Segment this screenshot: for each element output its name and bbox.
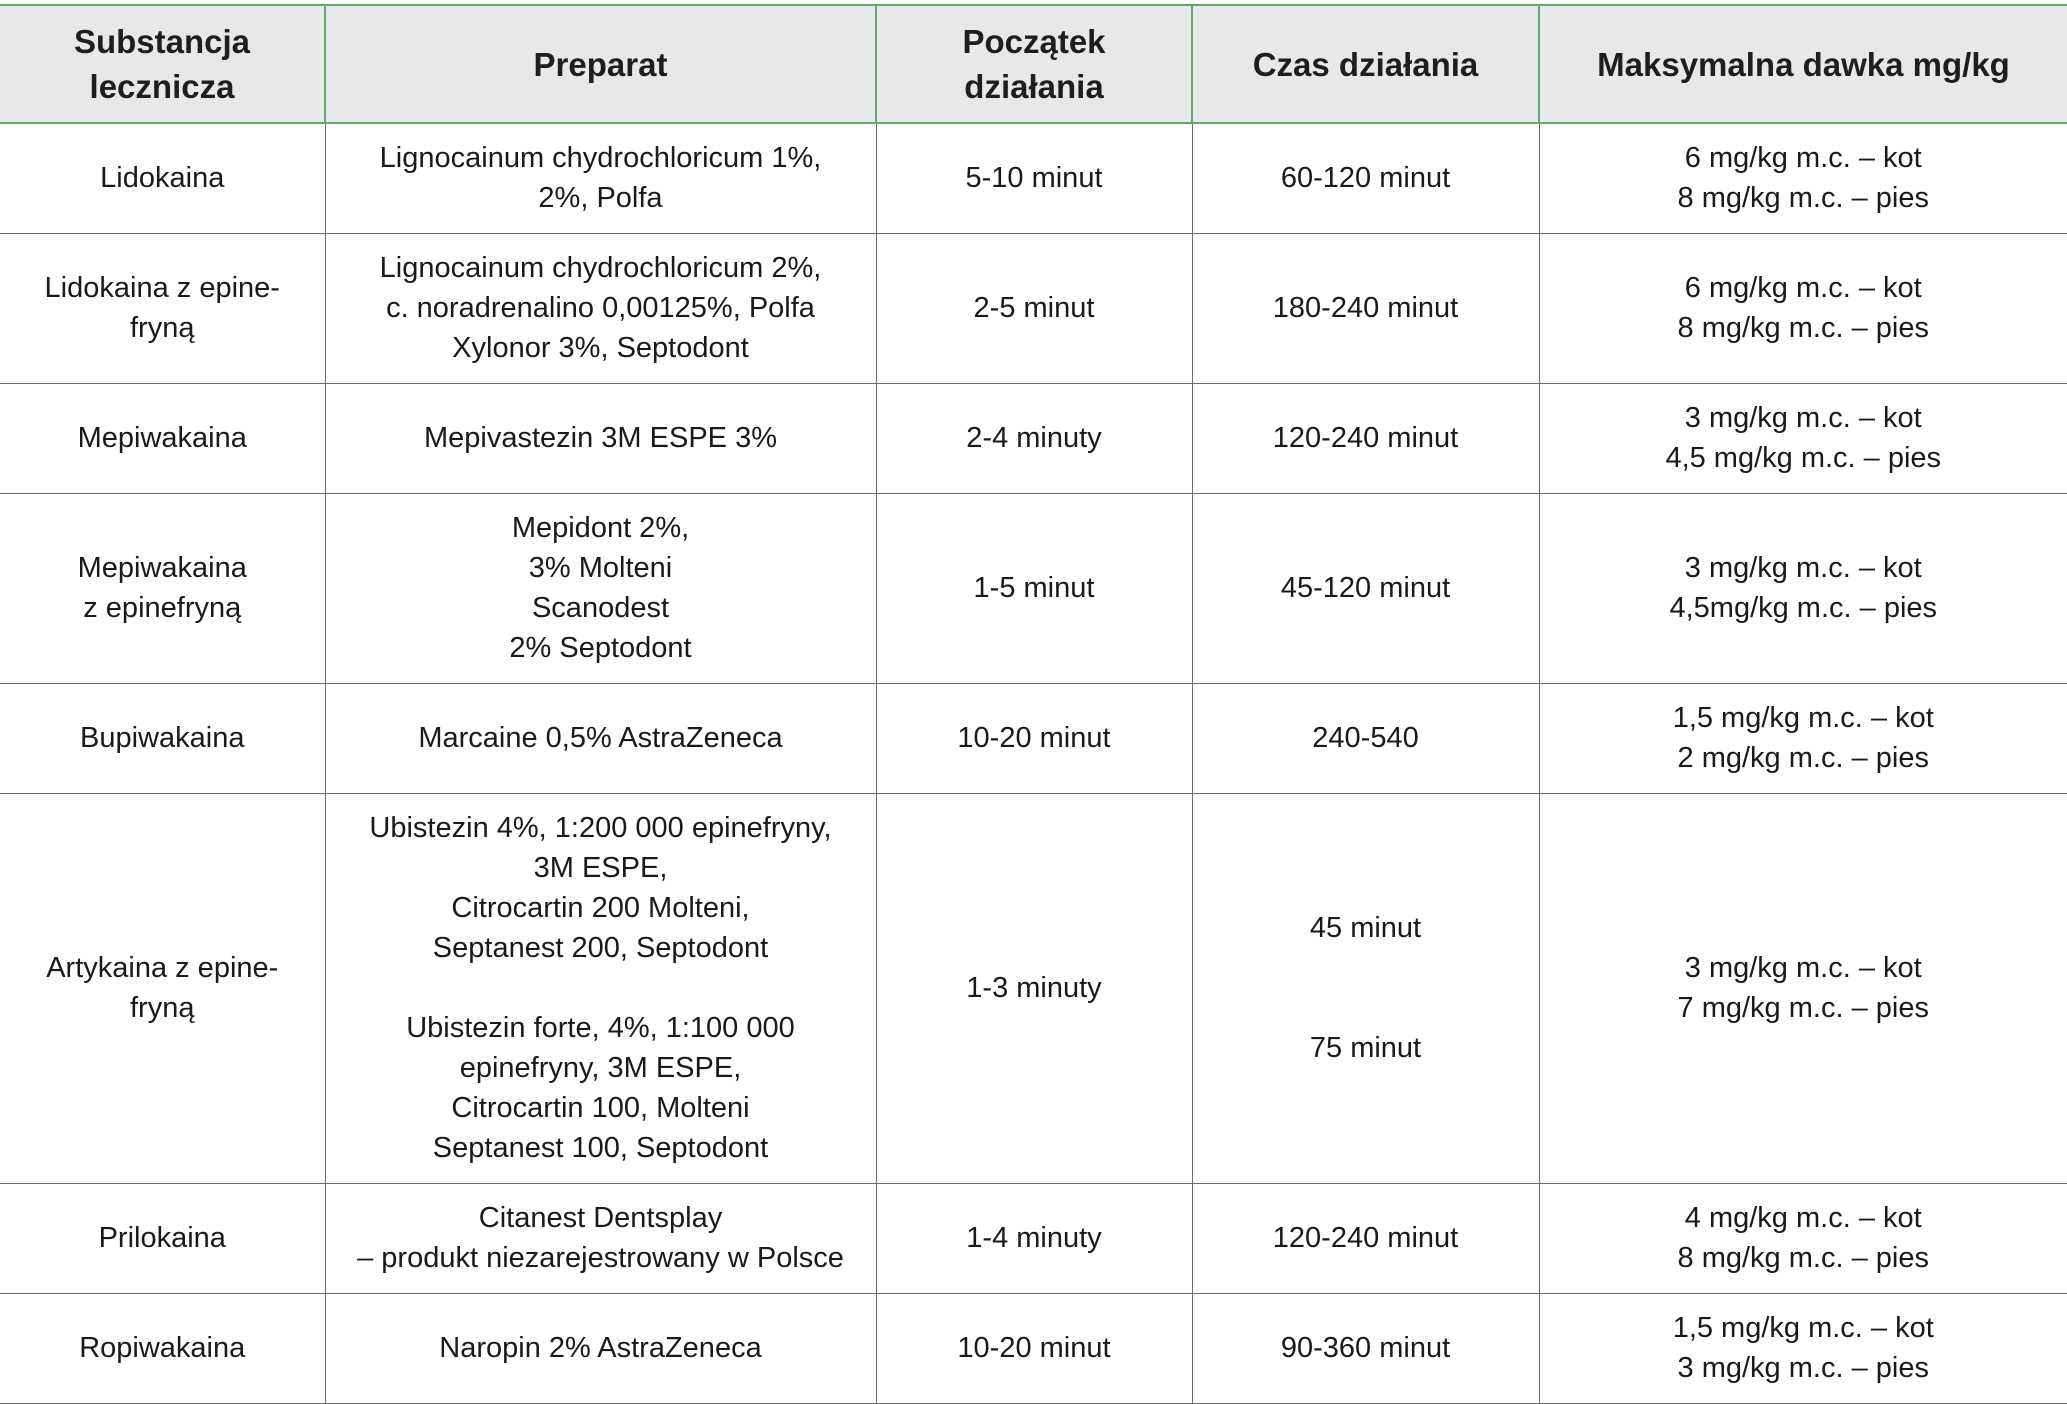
header-row <box>0 5 2067 123</box>
cell-text: 3 mg/kg m.c. – kot <box>1684 402 1922 434</box>
cell-duration <box>1192 683 1539 793</box>
cell-text: 8 mg/kg m.c. – pies <box>1677 312 1929 344</box>
cell-text: Scanodest <box>531 592 670 624</box>
cell-text: 4 mg/kg m.c. – kot <box>1684 1202 1922 1234</box>
cell-text: 240-540 <box>1312 722 1419 754</box>
cell-text: Lidokaina z epine- <box>44 272 280 304</box>
table-row <box>0 683 2067 793</box>
cell-onset: 5-10 minut <box>876 123 1192 233</box>
cell-text: Naropin 2% AstraZeneca <box>439 1332 762 1364</box>
cell-max-dose <box>1539 793 2067 1183</box>
cell-max-dose <box>1539 1183 2067 1293</box>
cell-duration <box>1192 1293 1539 1403</box>
cell-text: 120-240 minut <box>1272 422 1459 454</box>
cell-text: 7 mg/kg m.c. – pies <box>1677 992 1929 1024</box>
cell-text: 180-240 minut <box>1272 292 1459 324</box>
cell-max-dose <box>1539 1293 2067 1403</box>
cell-text: 90-360 minut <box>1280 1332 1451 1364</box>
cell-max-dose <box>1539 123 2067 233</box>
cell-text: Citanest Dentsplay <box>478 1202 723 1234</box>
cell-onset: 2-4 minuty <box>876 383 1192 493</box>
cell-text: Septanest 200, Septodont <box>432 932 769 964</box>
cell-substance <box>0 683 325 793</box>
cell-text: 3M ESPE, <box>533 852 668 884</box>
cell-text: z epinefryną <box>83 592 242 624</box>
table-row <box>0 233 2067 383</box>
cell-text: 2 mg/kg m.c. – pies <box>1677 742 1929 774</box>
cell-text: fryną <box>130 992 195 1024</box>
cell-onset: 1-5 minut <box>876 493 1192 683</box>
cell-substance <box>0 123 325 233</box>
header-text: Początek <box>962 23 1106 60</box>
cell-text: 8 mg/kg m.c. – pies <box>1677 182 1929 215</box>
cell-text: 2% Septodont <box>509 632 692 664</box>
cell-text: 120-240 minut <box>1272 1222 1459 1254</box>
cell-text: Mepiwakaina <box>77 422 247 454</box>
header-text: Czas działania <box>1252 45 1479 83</box>
header-text: działania <box>964 68 1104 105</box>
local-anesthetics-table <box>0 4 2067 1404</box>
cell-duration <box>1192 123 1539 233</box>
cell-text: 45-120 minut <box>1280 572 1451 604</box>
cell-text: Ubistezin 4%, 1:200 000 epinefryny, <box>369 812 832 844</box>
cell-text: 2%, Polfa <box>538 182 663 215</box>
cell-text: 3 mg/kg m.c. – kot <box>1684 952 1922 984</box>
cell-text: 1,5 mg/kg m.c. – kot <box>1672 702 1934 734</box>
table-row <box>0 1183 2067 1293</box>
preparation-gap <box>334 968 868 1008</box>
cell-text: Mepiwakaina <box>77 552 247 584</box>
cell-text: Septanest 100, Septodont <box>432 1132 769 1164</box>
cell-text: Mepivastezin 3M ESPE 3% <box>424 422 777 454</box>
cell-text: 4,5 mg/kg m.c. – pies <box>1665 442 1942 474</box>
cell-substance <box>0 383 325 493</box>
table-header <box>0 5 2067 123</box>
header-max-dose <box>1539 5 2067 123</box>
cell-text: 3 mg/kg m.c. – kot <box>1684 552 1922 584</box>
cell-max-dose <box>1539 683 2067 793</box>
header-preparation <box>325 5 876 123</box>
cell-text: 75 minut <box>1309 1032 1422 1064</box>
header-text: Preparat <box>533 45 668 83</box>
cell-max-dose <box>1539 493 2067 683</box>
cell-preparation <box>325 383 876 493</box>
table-row <box>0 383 2067 493</box>
cell-text: Lidokaina <box>100 162 225 195</box>
table-row <box>0 793 2067 1183</box>
table-body <box>0 123 2067 1403</box>
cell-onset: 1-3 minuty <box>876 793 1192 1183</box>
cell-duration <box>1192 793 1539 1183</box>
cell-text: 45 minut <box>1309 912 1422 944</box>
cell-text: 1,5 mg/kg m.c. – kot <box>1672 1312 1934 1344</box>
header-text: Substancja <box>73 23 251 60</box>
cell-duration <box>1192 233 1539 383</box>
cell-text: 60-120 minut <box>1280 162 1451 195</box>
cell-text: epinefryny, 3M ESPE, <box>459 1052 742 1084</box>
cell-preparation <box>325 123 876 233</box>
cell-text: Ropiwakaina <box>79 1332 246 1364</box>
cell-text: 6 mg/kg m.c. – kot <box>1684 142 1922 175</box>
cell-preparation <box>325 1293 876 1403</box>
cell-substance <box>0 1293 325 1403</box>
cell-text: 3 mg/kg m.c. – pies <box>1677 1352 1929 1384</box>
cell-preparation <box>325 683 876 793</box>
cell-preparation <box>325 493 876 683</box>
table-row <box>0 1293 2067 1403</box>
cell-onset: 10-20 minut <box>876 683 1192 793</box>
cell-preparation <box>325 233 876 383</box>
cell-onset: 2-5 minut <box>876 233 1192 383</box>
header-text: lecznicza <box>89 68 235 105</box>
table-row <box>0 123 2067 233</box>
cell-max-dose <box>1539 383 2067 493</box>
cell-text: c. noradrenalino 0,00125%, Polfa <box>386 292 815 324</box>
cell-text: – produkt niezarejestrowany w Polsce <box>357 1242 844 1274</box>
cell-onset: 1-4 minuty <box>876 1183 1192 1293</box>
table-row <box>0 493 2067 683</box>
cell-max-dose <box>1539 233 2067 383</box>
cell-duration <box>1192 383 1539 493</box>
duration-pair <box>1201 908 1531 1068</box>
cell-text: Citrocartin 200 Molteni, <box>451 892 750 924</box>
cell-text: Artykaina z epine- <box>46 952 279 984</box>
cell-text: Lignocainum chydrochloricum 2%, <box>379 252 822 284</box>
cell-text: Lignocainum chydrochloricum 1%, <box>379 142 822 175</box>
cell-preparation <box>325 793 876 1183</box>
cell-text: Ubistezin forte, 4%, 1:100 000 <box>406 1012 795 1044</box>
anesthetics-table-container <box>0 4 2067 1404</box>
cell-substance <box>0 493 325 683</box>
cell-text: Xylonor 3%, Septodont <box>452 332 749 364</box>
cell-onset: 10-20 minut <box>876 1293 1192 1403</box>
header-duration <box>1192 5 1539 123</box>
cell-substance <box>0 233 325 383</box>
cell-duration <box>1192 493 1539 683</box>
cell-text: Marcaine 0,5% AstraZeneca <box>418 722 783 754</box>
header-substance <box>0 5 325 123</box>
cell-text: 6 mg/kg m.c. – kot <box>1684 272 1922 304</box>
cell-substance <box>0 793 325 1183</box>
cell-text: 8 mg/kg m.c. – pies <box>1677 1242 1929 1274</box>
cell-text: fryną <box>130 312 195 344</box>
cell-text: Citrocartin 100, Molteni <box>451 1092 750 1124</box>
cell-text: 4,5mg/kg m.c. – pies <box>1669 592 1938 624</box>
cell-text: Prilokaina <box>98 1222 226 1254</box>
cell-duration <box>1192 1183 1539 1293</box>
header-onset <box>876 5 1192 123</box>
cell-text: 3% Molteni <box>528 552 673 584</box>
header-text: Maksymalna dawka mg/kg <box>1597 45 2010 83</box>
cell-substance <box>0 1183 325 1293</box>
cell-text: Mepidont 2%, <box>511 512 690 544</box>
cell-preparation <box>325 1183 876 1293</box>
cell-text: Bupiwakaina <box>80 722 245 754</box>
